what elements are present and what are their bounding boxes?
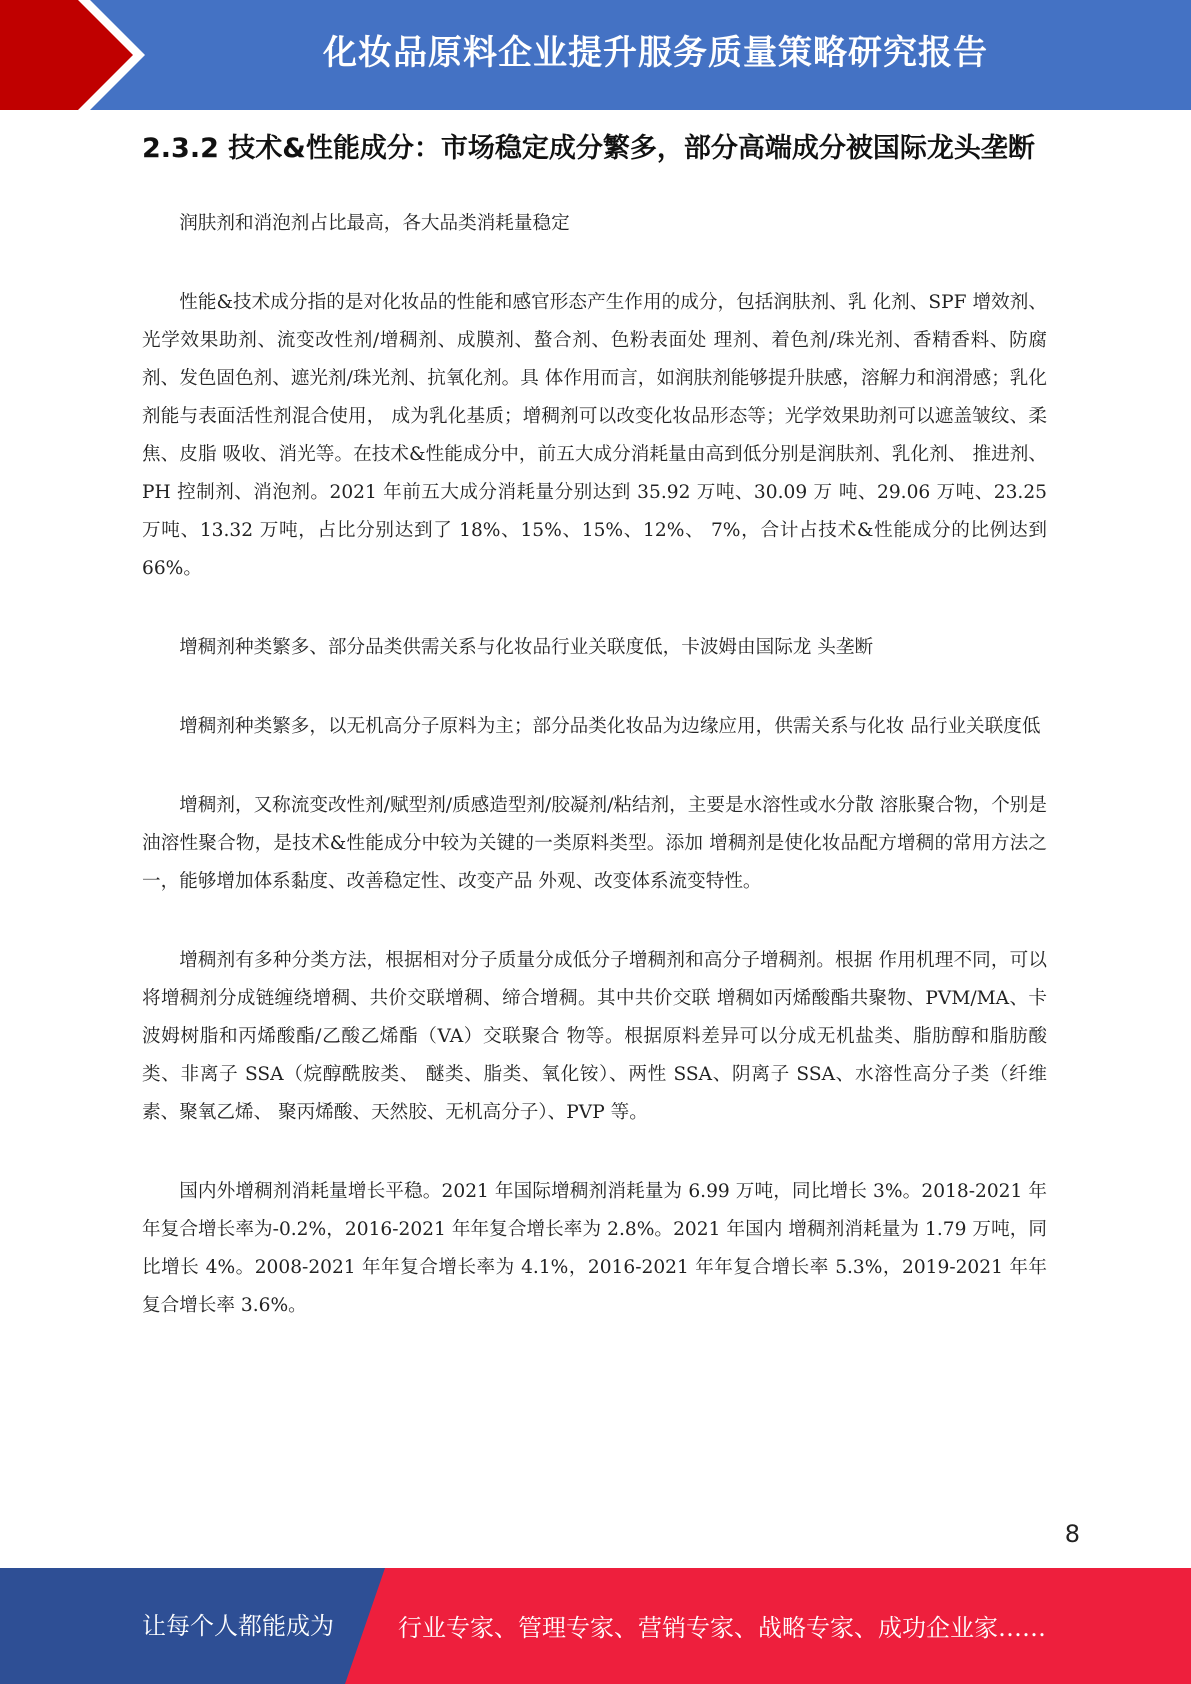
page-footer: [0, 1568, 1191, 1684]
paragraph-body-1: 性能&技术成分指的是对化妆品的性能和感官形态产生作用的成分，包括润肤剂、乳 化剂、SPF 增效剂、光学效果助剂、流变改性剂/增稠剂、成膜剂、螯合剂、色粉表面处 理剂、着色剂/珠光剂、香精香料、防腐剂、发色固色剂、遮光剂/珠光剂、抗氧化剂。具 体作用而言，如润肤剂能够提升肤感，溶解力和润滑感；乳化剂能与表面活性剂混合使用， 成为乳化基质；增稠剂可以改变化妆品形态等；光学效果助剂可以遮盖皱纹、柔焦、皮脂 吸收、消光等。在技术&性能成分中，前五大成分消耗量由高到低分别是润肤剂、乳化剂、 推进剂、PH 控制剂、消泡剂。2021 年前五大成分消耗量分别达到 35.92 万吨、30.09 万 吨、29.06 万吨、23.25 万吨、13.32 万吨，占比分别达到了 18%、15%、15%、12%、 7%，合计占技术&性能成分的比例达到 66%。: [142, 292, 1047, 579]
footer-slogan-left: 让每个人都能成为: [142, 1612, 334, 1640]
paragraph-subheading-2: 增稠剂种类繁多、部分品类供需关系与化妆品行业关联度低，卡波姆由国际龙 头垄断: [179, 637, 874, 658]
page-header: [0, 0, 1191, 110]
paragraph-body-2: 增稠剂，又称流变改性剂/赋型剂/质感造型剂/胶凝剂/粘结剂，主要是水溶性或水分散 溶胀聚合物，个别是油溶性聚合物，是技术&性能成分中较为关键的一类原料类型。添加 增稠剂是使化妆品配方增稠的常用方法之一，能够增加体系黏度、改善稳定性、改变产品 外观、改变体系流变特性。: [142, 795, 1047, 892]
paragraph-body-3: 增稠剂有多种分类方法，根据相对分子质量分成低分子增稠剂和高分子增稠剂。根据 作用机理不同，可以将增稠剂分成链缠绕增稠、共价交联增稠、缔合增稠。其中共价交联 增稠如丙烯酸酯共聚物、PVM/MA、卡波姆树脂和丙烯酸酯/乙酸乙烯酯（VA）交联聚合 物等。根据原料差异可以分成无机盐类、脂肪醇和脂肪酸类、非离子 SSA（烷醇酰胺类、 醚类、脂类、氧化铵）、两性 SSA、阴离子 SSA、水溶性高分子类（纤维素、聚氧乙烯、 聚丙烯酸、天然胶、无机高分子）、PVP 等。: [142, 950, 1047, 1123]
paragraph-body-4: 国内外增稠剂消耗量增长平稳。2021 年国际增稠剂消耗量为 6.99 万吨，同比增长 3%。2018-2021 年年复合增长率为-0.2%，2016-2021 年年复合增长率为 2.8%。2021 年国内 增稠剂消耗量为 1.79 万吨，同比增长 4%。2008-2021 年年复合增长率为 4.1%，2016-2021 年年复合增长率 5.3%，2019-2021 年年复合增长率 3.6%。: [142, 1181, 1047, 1316]
section-heading: 2.3.2 技术&性能成分：市场稳定成分繁多，部分高端成分被国际龙头垄断: [142, 133, 1035, 164]
main-content: [142, 128, 1047, 1325]
page-number: 8: [1064, 1520, 1080, 1548]
header-chevron-icon: [0, 0, 150, 110]
report-title: 化妆品原料企业提升服务质量策略研究报告: [323, 33, 988, 73]
paragraph-subheading-1: 润肤剂和消泡剂占比最高，各大品类消耗量稳定: [179, 213, 570, 234]
paragraph-subheading-3: 增稠剂种类繁多，以无机高分子原料为主；部分品类化妆品为边缘应用，供需关系与化妆 品行业关联度低: [179, 716, 1041, 737]
footer-slogan-right: 行业专家、管理专家、营销专家、战略专家、成功企业家……: [398, 1614, 1046, 1642]
